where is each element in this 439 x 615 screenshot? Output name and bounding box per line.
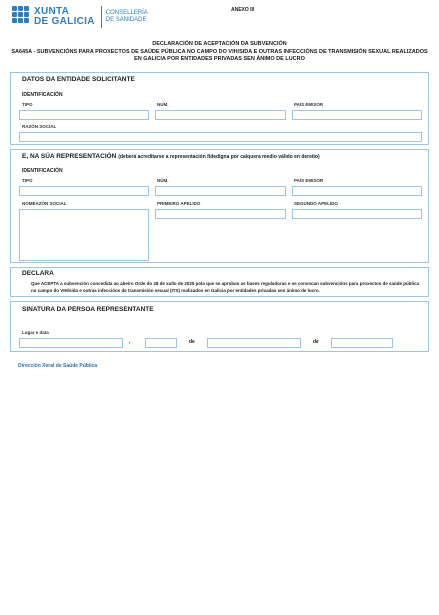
brand-name bbox=[34, 7, 95, 27]
document-title-block bbox=[10, 41, 429, 64]
identification-heading: IDENTIFICACIÓN bbox=[22, 92, 63, 98]
rep-tipo-label: TIPO bbox=[22, 178, 33, 183]
razon-social-field[interactable] bbox=[19, 132, 422, 142]
month-field[interactable] bbox=[207, 338, 301, 348]
rep-num-field[interactable] bbox=[155, 186, 286, 196]
section-declara bbox=[10, 267, 429, 297]
declaration-text bbox=[22, 280, 419, 294]
department-line-1: CONSELLERÍA bbox=[105, 10, 148, 16]
entidade-tipo-field[interactable] bbox=[19, 110, 149, 120]
nomeazon-field[interactable] bbox=[19, 209, 149, 261]
de-separator-1: de bbox=[189, 339, 195, 345]
department-name bbox=[106, 10, 148, 24]
tipo-label: TIPO bbox=[22, 102, 33, 107]
identification-heading-rep: IDENTIFICACIÓN bbox=[22, 168, 63, 174]
pais-emisor-label: PAÍS EMISOR bbox=[294, 102, 324, 107]
representacion-title: E, NA SÚA REPRESENTACIÓN bbox=[22, 153, 117, 160]
section-representacion bbox=[10, 149, 429, 263]
year-field[interactable] bbox=[331, 338, 393, 348]
section-sinatura bbox=[10, 301, 429, 352]
comma-separator: , bbox=[129, 339, 131, 345]
razon-social-label: RAZÓN SOCIAL bbox=[22, 124, 57, 129]
xunta-logo bbox=[12, 4, 148, 30]
section-title-sinatura: SINATURA DA PERSOA REPRESENTANTE bbox=[22, 306, 154, 313]
rep-tipo-field[interactable] bbox=[19, 186, 149, 196]
place-field[interactable] bbox=[19, 338, 123, 348]
rep-num-label: NÚM. bbox=[157, 178, 169, 183]
nomeazon-label: NOMEAZÓN SOCIAL bbox=[22, 201, 67, 206]
rep-pais-field[interactable] bbox=[292, 186, 422, 196]
document-subtitle bbox=[10, 49, 429, 64]
xunta-emblem-icon bbox=[12, 6, 30, 28]
entidade-num-field[interactable] bbox=[155, 110, 286, 120]
segundo-apelido-label: SEGUNDO APELIDO bbox=[294, 201, 338, 206]
rep-pais-label: PAÍS EMISOR bbox=[294, 178, 324, 183]
brand-line-2: DE GALICIA bbox=[34, 16, 95, 27]
brand-line-1: XUNTA bbox=[34, 6, 70, 17]
logo-divider bbox=[101, 6, 102, 28]
section-title-entidade: DATOS DA ENTIDADE SOLICITANTE bbox=[22, 76, 135, 83]
num-label: NÚM. bbox=[157, 102, 169, 107]
primeiro-apelido-field[interactable] bbox=[155, 209, 286, 219]
annex-label: ANEXO III bbox=[231, 7, 255, 13]
place-date-label: Lugar e data bbox=[22, 330, 49, 335]
page-header bbox=[12, 4, 427, 30]
document-title: DECLARACIÓN DE ACEPTACIÓN DA SUBVENCIÓN bbox=[152, 41, 287, 47]
department-line-2: DE SANIDADE bbox=[105, 17, 147, 23]
day-field[interactable] bbox=[145, 338, 177, 348]
section-entidade bbox=[10, 72, 429, 145]
segundo-apelido-field[interactable] bbox=[292, 209, 422, 219]
procedure-description: - SUBVENCIÓNS PARA PROXECTOS DE SAÚDE PÚBLICA NO CAMPO DO VIH/SIDA E OUTRAS INFECCIÓNS DE TRANSMISIÓN SEXUAL REALIZADOS EN GALICIA POR ENTIDADES PRIVADAS SEN ÁNIMO DE LUCRO bbox=[33, 48, 428, 62]
section-title-representacion bbox=[22, 153, 320, 160]
procedure-code: SA645A bbox=[11, 48, 32, 55]
section-title-declara: DECLARA bbox=[22, 270, 54, 277]
declaration-body: Que ACEPTA a subvención concedida ao abeiro Orde do 28 de xullo de 2025 pola que se aproban as bases reguladoras e se convocan subvencións para proxectos de saúde pública no campo do VIH/sida e outras infeccións de transmisión sexual (ITS) realizados en Galicia por entidades privadas sen ánimo de lucro. bbox=[31, 281, 419, 293]
de-separator-2: de bbox=[313, 339, 319, 345]
footer-organization: Dirección Xeral de Saúde Pública bbox=[18, 363, 98, 369]
entidade-pais-field[interactable] bbox=[292, 110, 422, 120]
representacion-note: (deberá acreditarse a representación fidedigna por calquera medio válido en dereito) bbox=[118, 154, 320, 160]
primeiro-apelido-label: PRIMEIRO APELIDO bbox=[157, 201, 201, 206]
